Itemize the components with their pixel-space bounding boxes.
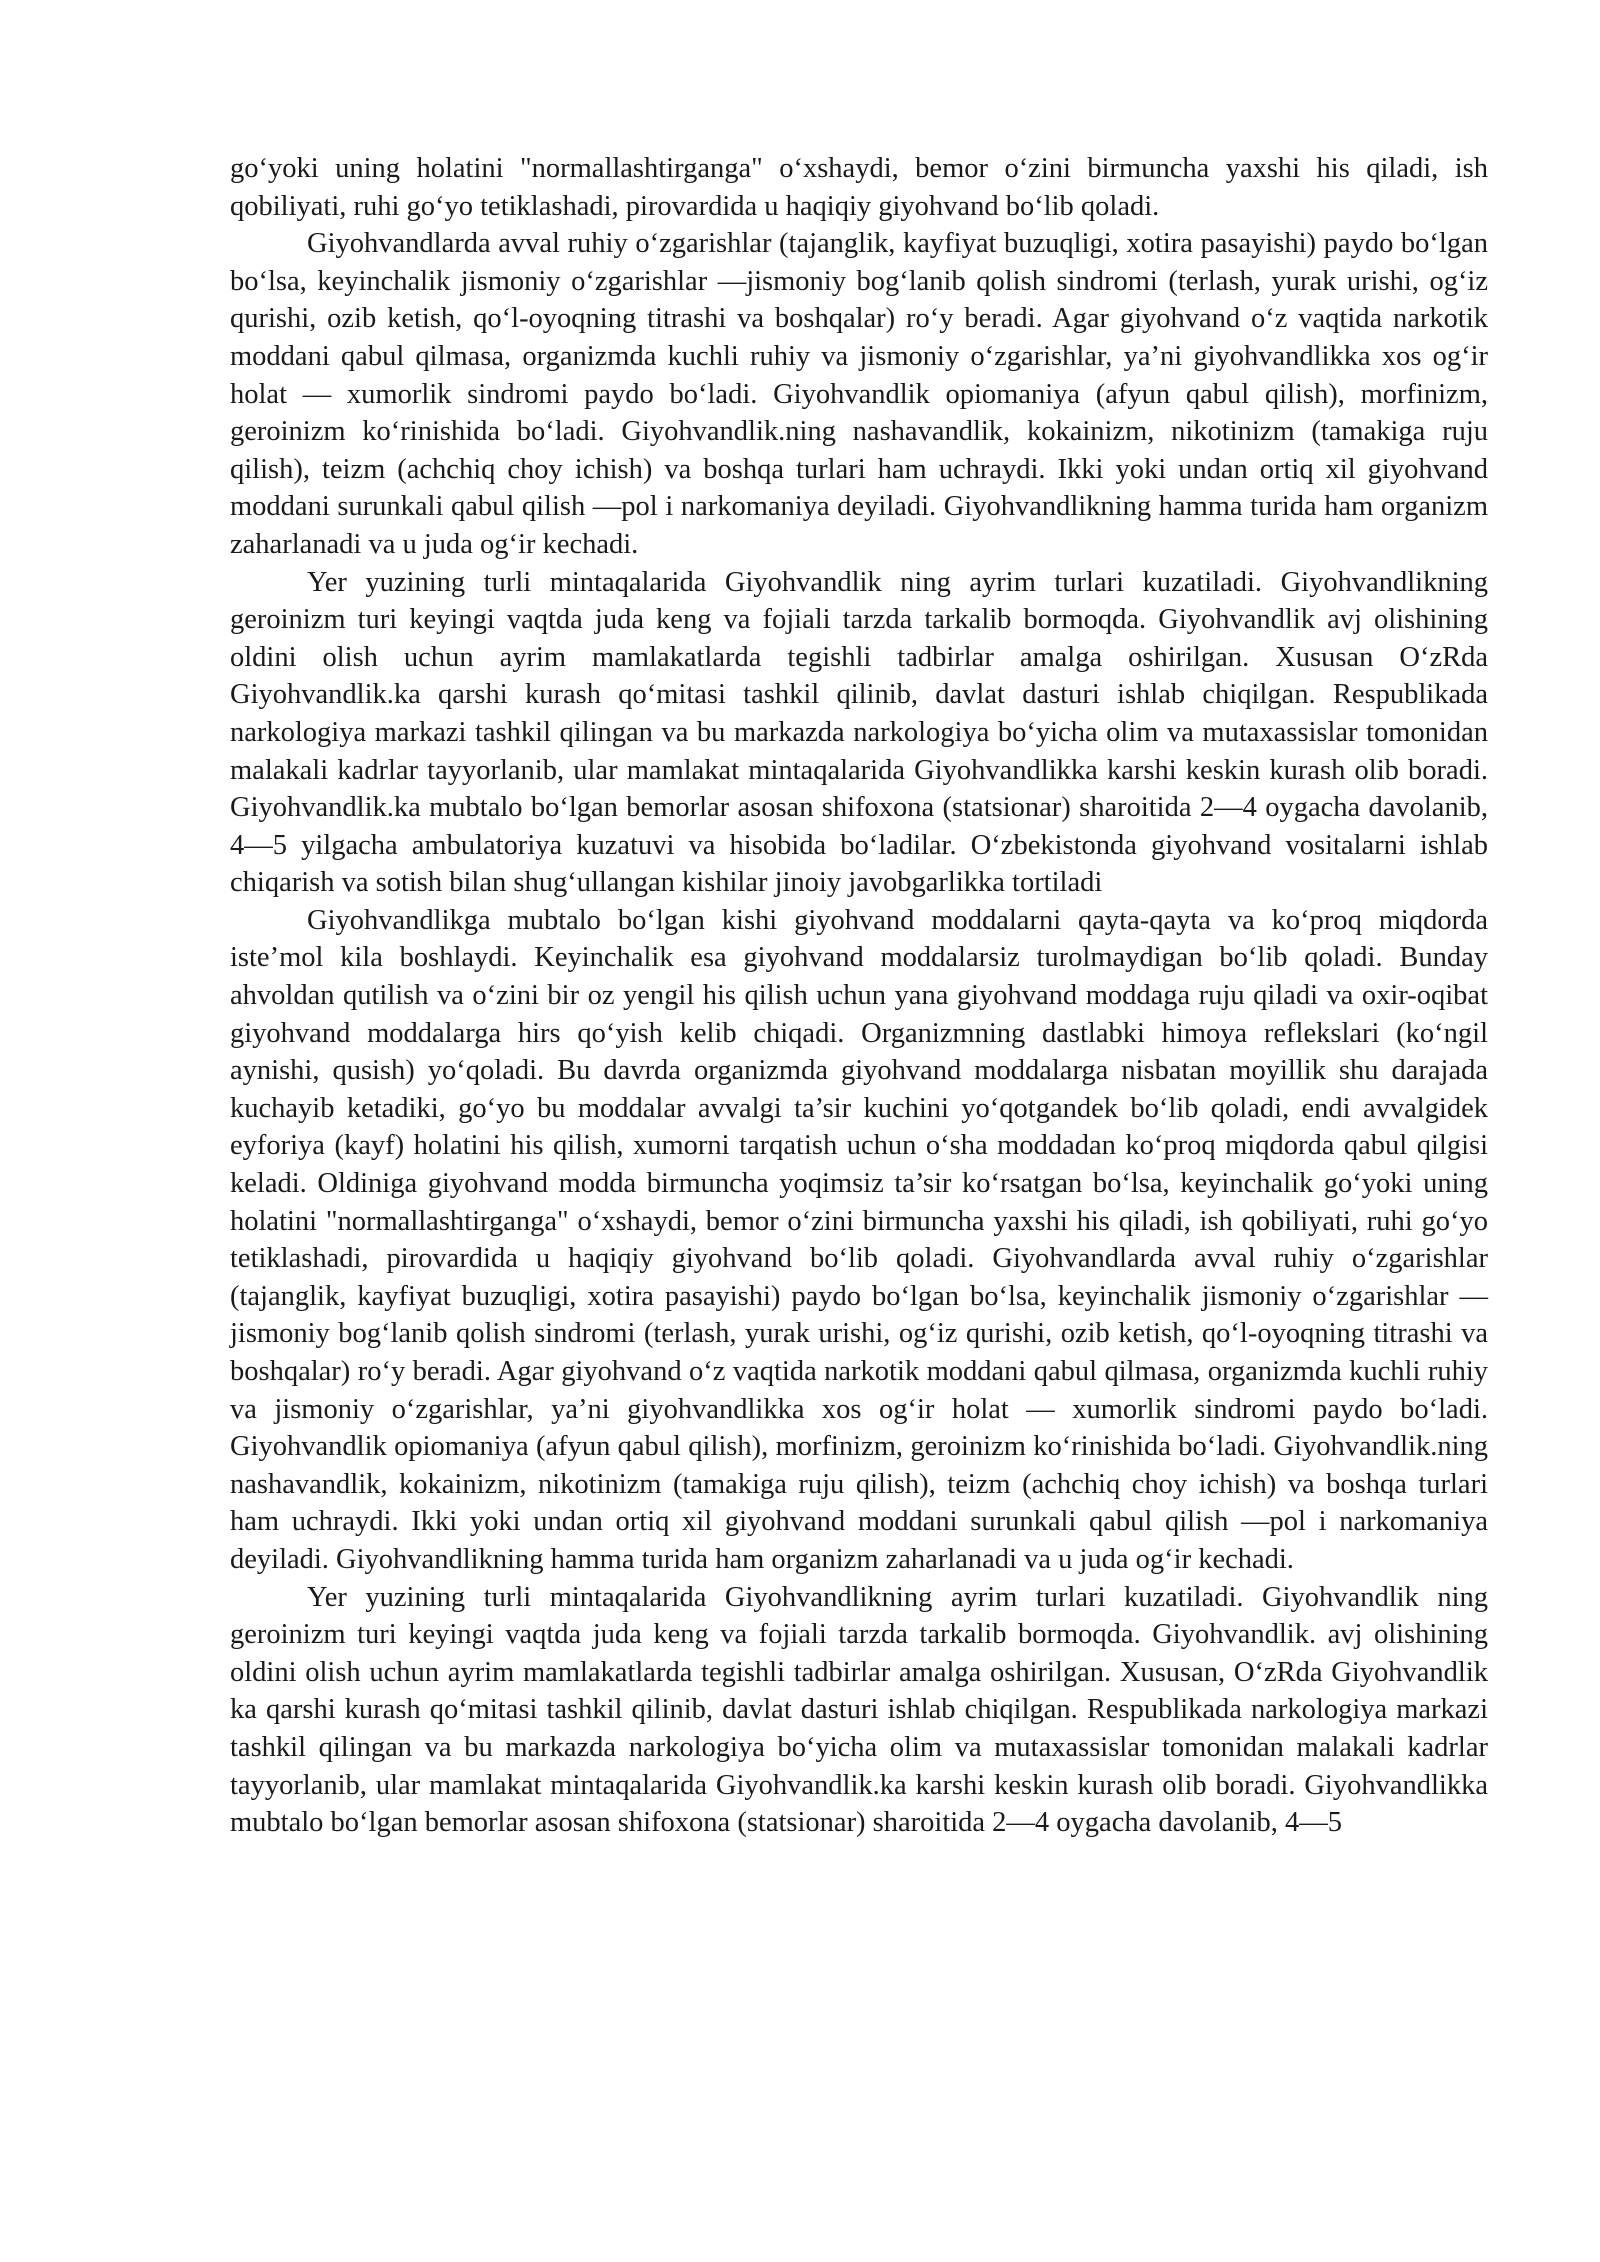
paragraph: go‘yoki uning holatini "normallashtirganga" o‘xshaydi, bemor o‘zini birmuncha yaxshi his qiladi, ish qobiliyati, ruhi go‘yo tetiklashadi, pirovardida u haqiqiy giyohvand bo‘lib qoladi.: [230, 153, 1488, 222]
paragraph: Giyohvandlarda avval ruhiy o‘zgarishlar (tajanglik, kayfiyat buzuqligi, xotira pasayishi) paydo bo‘lgan bo‘lsa, keyinchalik jismoniy o‘zgarishlar —jismoniy bog‘lanib qolish sindromi (terlash, yurak urishi, og‘iz qurishi, ozib ketish, qo‘l-oyoqning titrashi va boshqalar) ro‘y beradi. Agar giyohvand o‘z vaqtida narkotik moddani qabul qilmasa, organizmda kuchli ruhiy va jismoniy o‘zgarishlar, ya’ni giyohvandlikka xos og‘ir holat — xumorlik sindromi paydo bo‘ladi. Giyohvandlik opiomaniya (afyun qabul qilish), morfinizm, geroinizm ko‘rinishida bo‘ladi. Giyohvandlik.ning nashavandlik, kokainizm, nikotinizm (tamakiga ruju qilish), teizm (achchiq choy ichish) va boshqa turlari ham uchraydi. Ikki yoki undan ortiq xil giyohvand moddani surunkali qabul qilish —pol i narkomaniya deyiladi. Giyohvandlikning hamma turida ham organizm zaharlanadi va u juda og‘ir kechadi.: [230, 228, 1488, 560]
paragraph: Yer yuzining turli mintaqalarida Giyohvandlik ning ayrim turlari kuzatiladi. Giyohvandlikning geroinizm turi keyingi vaqtda juda keng va fojiali tarzda tarkalib bormoqda. Giyohvandlik avj olishining oldini olish uchun ayrim mamlakatlarda tegishli tadbirlar amalga oshirilgan. Xususan O‘zRda Giyohvandlik.ka qarshi kurash qo‘mitasi tashkil qilinib, davlat dasturi ishlab chiqilgan. Respublikada narkologiya markazi tashkil qilingan va bu markazda narkologiya bo‘yicha olim va mutaxassislar tomonidan malakali kadrlar tayyorlanib, ular mamlakat mintaqalarida Giyohvandlikka karshi keskin kurash olib boradi. Giyohvandlik.ka mubtalo bo‘lgan bemorlar asosan shifoxona (statsionar) sharoitida 2—4 oygacha davolanib, 4—5 yilgacha ambulatoriya kuzatuvi va hisobida bo‘ladilar. O‘zbekistonda giyohvand vositalarni ishlab chiqarish va sotish bilan shug‘ullangan kishilar jinoiy javobgarlikka tortiladi: [230, 566, 1488, 899]
paragraph: Yer yuzining turli mintaqalarida Giyohvandlikning ayrim turlari kuzatiladi. Giyohvandlik ning geroinizm turi keyingi vaqtda juda keng va fojiali tarzda tarkalib bormoqda. Giyohvandlik. avj olishining oldini olish uchun ayrim mamlakatlarda tegishli tadbirlar amalga oshirilgan. Xususan, O‘zRda Giyohvandlik ka qarshi kurash qo‘mitasi tashkil qilinib, davlat dasturi ishlab chiqilgan. Respublikada narkologiya markazi tashkil qilingan va bu markazda narkologiya bo‘yicha olim va mutaxassislar tomonidan malakali kadrlar tayyorlanib, ular mamlakat mintaqalarida Giyohvandlik.ka karshi keskin kurash olib boradi. Giyohvandlikka mubtalo bo‘lgan bemorlar asosan shifoxona (statsionar) sharoitida 2—4 oygacha davolanib, 4—5: [230, 1581, 1488, 1839]
document-page: [230, 150, 1488, 1842]
paragraph: Giyohvandlikga mubtalo bo‘lgan kishi giyohvand moddalarni qayta-qayta va ko‘proq miqdorda iste’mol kila boshlaydi. Keyinchalik esa giyohvand moddalarsiz turolmaydigan bo‘lib qoladi. Bunday ahvoldan qutilish va o‘zini bir oz yengil his qilish uchun yana giyohvand moddaga ruju qiladi va oxir-oqibat giyohvand moddalarga hirs qo‘yish kelib chiqadi. Organizmning dastlabki himoya reflekslari (ko‘ngil aynishi, qusish) yo‘qoladi. Bu davrda organizmda giyohvand moddalarga nisbatan moyillik shu darajada kuchayib ketadiki, go‘yo bu moddalar avvalgi ta’sir kuchini yo‘qotgandek bo‘lib qoladi, endi avvalgidek eyforiya (kayf) holatini his qilish, xumorni tarqatish uchun o‘sha moddadan ko‘proq miqdorda qabul qilgisi keladi. Oldiniga giyohvand modda birmuncha yoqimsiz ta’sir ko‘rsatgan bo‘lsa, keyinchalik go‘yoki uning holatini "normallashtirganga" o‘xshaydi, bemor o‘zini birmuncha yaxshi his qiladi, ish qobiliyati, ruhi go‘yo tetiklashadi, pirovardida u haqiqiy giyohvand bo‘lib qoladi. Giyohvandlarda avval ruhiy o‘zgarishlar (tajanglik, kayfiyat buzuqligi, xotira pasayishi) paydo bo‘lgan bo‘lsa, keyinchalik jismoniy o‘zgarishlar —jismoniy bog‘lanib qolish sindromi (terlash, yurak urishi, og‘iz qurishi, ozib ketish, qo‘l-oyoqning titrashi va boshqalar) ro‘y beradi. Agar giyohvand o‘z vaqtida narkotik moddani qabul qilmasa, organizmda kuchli ruhiy va jismoniy o‘zgarishlar, ya’ni giyohvandlikka xos og‘ir holat — xumorlik sindromi paydo bo‘ladi. Giyohvandlik opiomaniya (afyun qabul qilish), morfinizm, geroinizm ko‘rinishida bo‘ladi. Giyohvandlik.ning nashavandlik, kokainizm, nikotinizm (tamakiga ruju qilish), teizm (achchiq choy ichish) va boshqa turlari ham uchraydi. Ikki yoki undan ortiq xil giyohvand moddani surunkali qabul qilish —pol i narkomaniya deyiladi. Giyohvandlikning hamma turida ham organizm zaharlanadi va u juda og‘ir kechadi.: [230, 904, 1488, 1575]
